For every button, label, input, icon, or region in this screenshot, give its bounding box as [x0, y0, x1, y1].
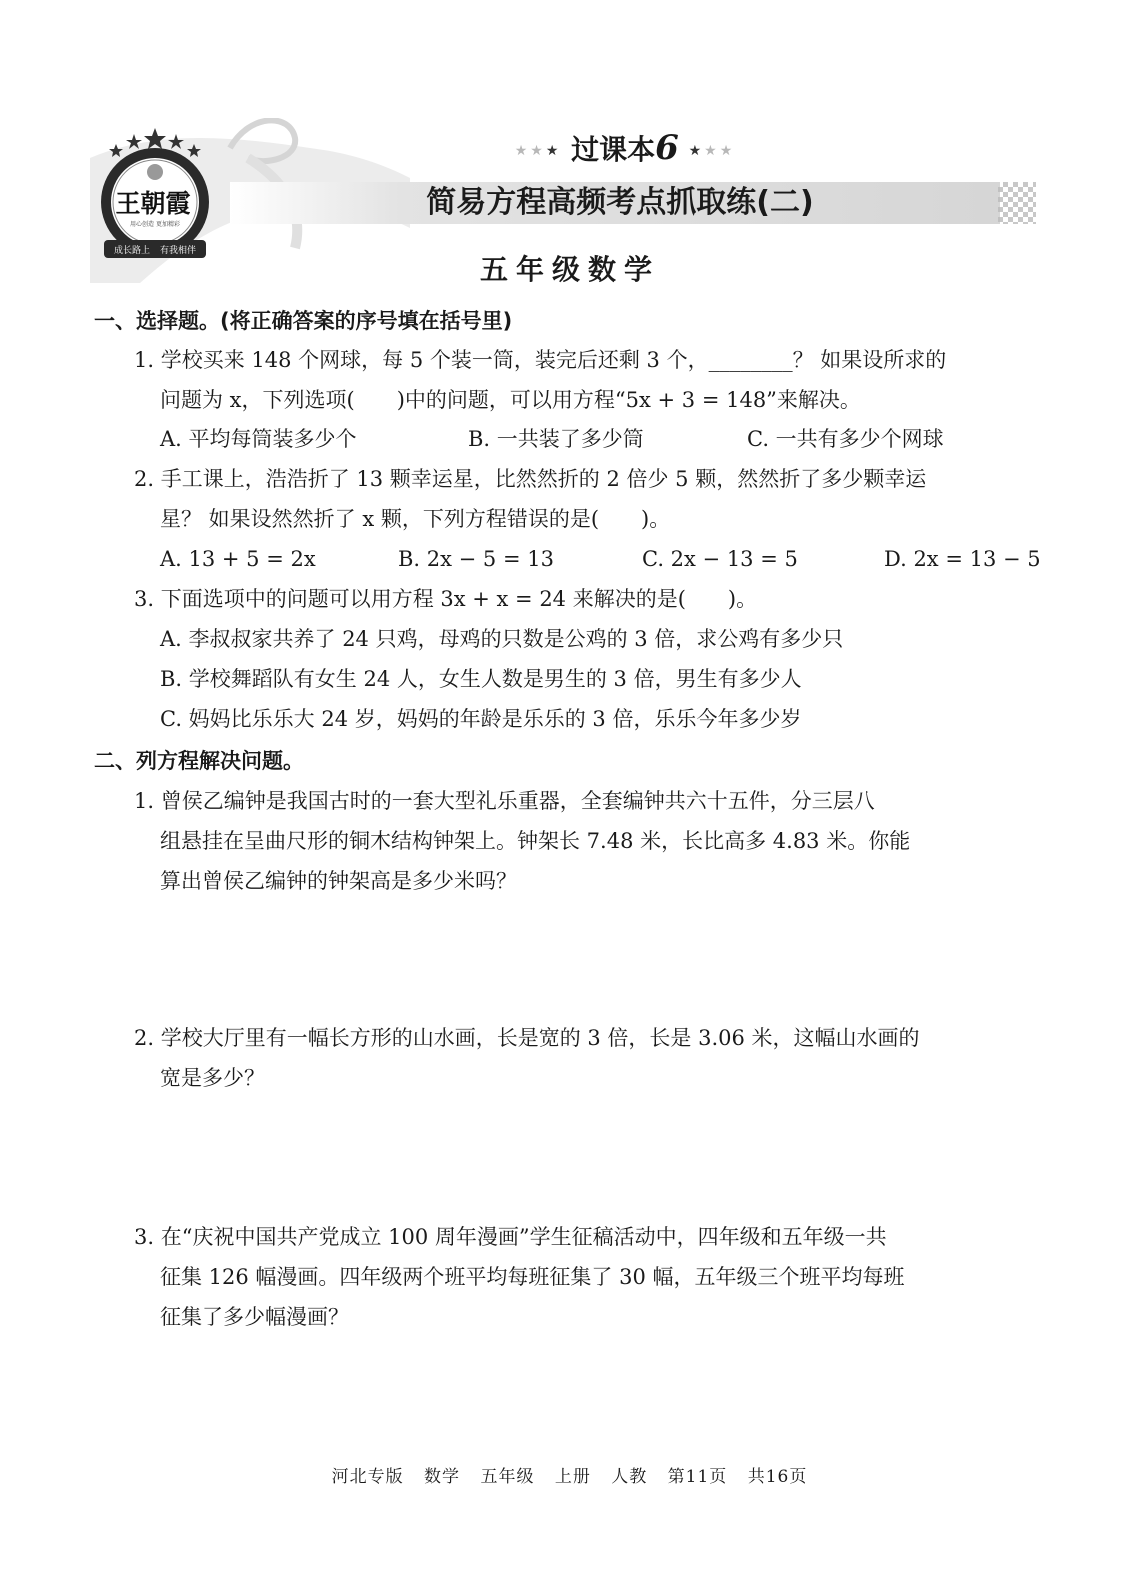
section-heading-choice: 一、选择题。(将正确答案的序号填在括号里) — [94, 309, 513, 333]
footer-subject: 数学 — [424, 1467, 461, 1487]
svg-text:成长路上: 成长路上 — [113, 246, 151, 256]
svg-text:有我相伴: 有我相伴 — [159, 246, 197, 256]
question-1-line-1: 1. 学校买来 148 个网球，每 5 个装一筒，装完后还剩 3 个，________？ 如果设所求的 — [134, 348, 947, 372]
question-2-line-1: 2. 手工课上，浩浩折了 13 颗幸运星，比然然折的 2 倍少 5 颗，然然折了多少颗幸运 — [134, 467, 927, 491]
q2-option-b: B. 2x − 5 = 13 — [398, 547, 554, 571]
problem-1-line-3: 算出曾侯乙编钟的钟架高是多少米吗？ — [160, 869, 517, 893]
footer-page-number: 第11页 — [667, 1467, 728, 1487]
problem-3-line-1: 3. 在“庆祝中国共产党成立 100 周年漫画”学生征稿活动中，四年级和五年级一共 — [134, 1225, 887, 1249]
q2-option-a: A. 13 + 5 = 2x — [160, 547, 316, 571]
footer-publisher: 人教 — [611, 1467, 648, 1487]
q2-option-c: C. 2x − 13 = 5 — [642, 547, 798, 571]
footer-edition: 河北专版 — [331, 1467, 404, 1487]
page-title: 简易方程高频考点抓取练(二) — [426, 185, 814, 220]
svg-text:用心创造 更加精彩: 用心创造 更加精彩 — [130, 221, 180, 228]
page-subtitle: 五年级数学 — [479, 253, 660, 286]
footer-total-pages: 共16页 — [747, 1467, 808, 1487]
q2-option-d: D. 2x = 13 − 5 — [884, 547, 1041, 571]
q3-option-c: C. 妈妈比乐乐大 24 岁，妈妈的年龄是乐乐的 3 倍，乐乐今年多少岁 — [160, 707, 802, 731]
problem-3-line-2: 征集 126 幅漫画。四年级两个班平均每班征集了 30 幅，五年级三个班平均每班 — [160, 1265, 905, 1289]
q1-option-a: A. 平均每筒装多少个 — [160, 427, 357, 451]
q3-option-a: A. 李叔叔家共养了 24 只鸡，母鸡的只数是公鸡的 3 倍，求公鸡有多少只 — [160, 627, 844, 651]
q1-option-c: C. 一共有多少个网球 — [747, 427, 944, 451]
question-2-line-2: 星？ 如果设然然折了 x 颗，下列方程错误的是( )。 — [160, 507, 671, 531]
star-icon: ★★ — [514, 143, 546, 159]
problem-2-line-2: 宽是多少？ — [160, 1066, 265, 1090]
q3-option-b: B. 学校舞蹈队有女生 24 人，女生人数是男生的 3 倍，男生有多少人 — [160, 667, 802, 691]
series-label — [500, 128, 750, 168]
q1-option-b: B. 一共装了多少筒 — [468, 427, 644, 451]
checker-decoration — [998, 182, 1036, 224]
footer-grade: 五年级 — [480, 1467, 535, 1487]
star-icon: ★ — [688, 143, 705, 159]
star-icon: ★ — [545, 143, 562, 159]
problem-1-line-2: 组悬挂在呈曲尺形的铜木结构钟架上。钟架长 7.48 米，长比高多 4.83 米。你能 — [160, 829, 911, 853]
question-3-line-1: 3. 下面选项中的问题可以用方程 3x + x = 24 来解决的是( )。 — [134, 587, 758, 611]
wangzhaoxia-logo — [96, 128, 214, 268]
series-name: 过课本 — [571, 133, 656, 166]
problem-2-line-1: 2. 学校大厅里有一幅长方形的山水画，长是宽的 3 倍，长是 3.06 米，这幅山水画的 — [134, 1026, 920, 1050]
star-icon: ★★ — [704, 143, 736, 159]
footer-volume: 上册 — [554, 1467, 591, 1487]
page-footer — [0, 1462, 1139, 1487]
problem-1-line-1: 1. 曾侯乙编钟是我国古时的一套大型礼乐重器，全套编钟共六十五件，分三层八 — [134, 789, 875, 813]
question-1-line-2: 问题为 x，下列选项( )中的问题，可以用方程“5x + 3 = 148”来解决。 — [160, 388, 861, 412]
svg-text:王朝霞: 王朝霞 — [115, 189, 191, 218]
problem-3-line-3: 征集了多少幅漫画？ — [160, 1305, 349, 1329]
section-heading-equations: 二、列方程解决问题。 — [94, 749, 304, 773]
series-number: 6 — [655, 128, 679, 168]
